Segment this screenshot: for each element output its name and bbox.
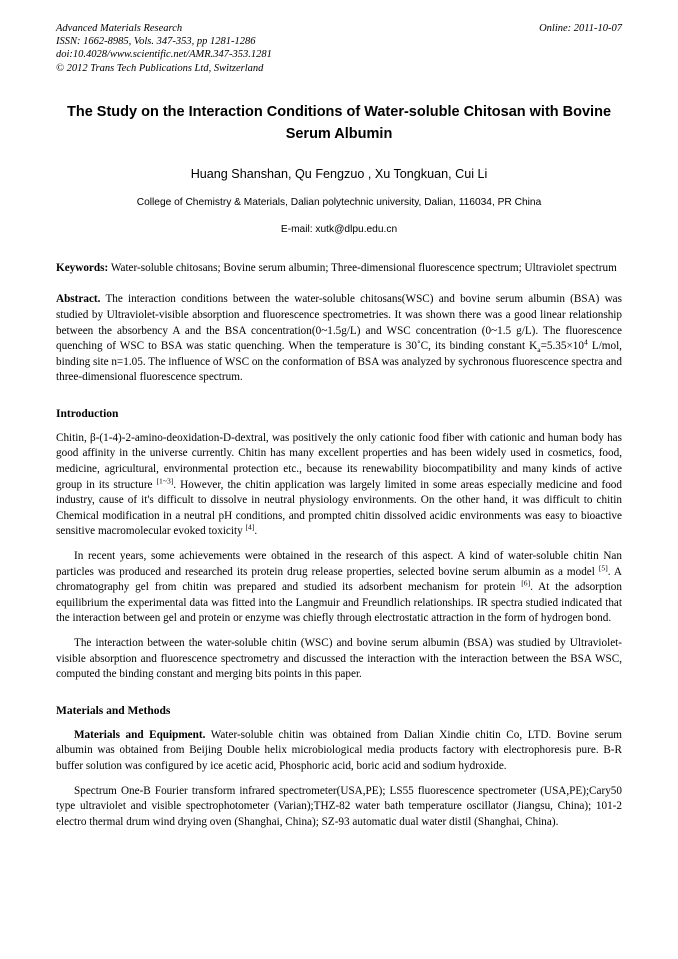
online-date: Online: 2011-10-07 — [539, 23, 622, 34]
paragraph-text-2: . However, the chitin application was largely limited in some areas especially medicine and food industry, cause of it's difficult to dissolve in neutral physiology environments. On the other hand, it was difficult to chitin Chemical modification in a neutral pH conditions, and prompted chitin dissolved acidic environments was easy to bioactive sensitive macromolecular evoked toxicity — [56, 478, 622, 538]
paragraph — [56, 636, 622, 683]
keywords-block — [56, 261, 622, 277]
contact-email: E-mail: xutk@dlpu.edu.cn — [280, 223, 398, 235]
paragraph-text-2: . A chromatography gel from chitin was prepared and studied its adsorbent mechanism for protein — [56, 565, 623, 594]
paragraph — [56, 728, 622, 775]
affiliation: College of Chemistry & Materials, Dalian polytechnic university, Dalian, 116034, PR China — [136, 196, 542, 208]
copyright-line: © 2012 Trans Tech Publications Ltd, Switzerland — [56, 62, 264, 74]
section-heading-materials-and-methods: Materials and Methods — [56, 704, 171, 717]
citation-ref: [6] — [521, 578, 531, 588]
issn-line: ISSN: 1662-8985, Vols. 347-353, pp 1281-1286 — [56, 36, 256, 48]
paragraph — [56, 431, 622, 540]
citation-ref: [4] — [245, 522, 255, 532]
header-citation-block — [56, 22, 272, 75]
paragraph-text-3: . At the adsorption equilibrium the experimental data was fitted into the Langmuir and Freundlich relationships. IR spectra studied indicated that the interaction between gel and protein or enzyme was chiefly through electrostatic attraction in the form of hydrogen bond. — [56, 581, 622, 625]
paragraph-text-1: The interaction between the water-soluble chitin (WSC) and bovine serum albumin (BSA) was studied by Ultraviolet-visible absorption and fluorescence spectrometry and discussed the interaction with the interaction between the BSA WSC, computed the binding constant and merging bits points in this paper. — [56, 637, 622, 681]
section-heading-introduction: Introduction — [56, 407, 119, 420]
abstract-sub-1: a — [537, 345, 541, 355]
paragraph-text-1: Chitin, β-(1-4)-2-amino-deoxidation-D-dextral, was positively the only cationic food fiber with cationic and human body has good affinity in the universe currently. Chitin has many excellent properties and has been widely used in cosmetics, food, medicine, agricultural, environmental protection etc., because its renewability biocompatibility and many kinds of active group in its structure — [56, 431, 622, 491]
abstract-block — [56, 292, 622, 386]
citation-ref: [5] — [598, 562, 608, 572]
paragraph-text-1: Water-soluble chitin was obtained from Dalian Xindie chitin Co, LTD. Bovine serum albumin was obtained from Beijing Double helix microbiological media products factory with electrophoresis pure. B-R buffer solution was configured by ice acetic acid, Phosphoric acid, boric acid and sodium hydroxide. — [56, 728, 622, 772]
abstract-text-2: =5.35×10 — [540, 340, 584, 353]
journal-name: Advanced Materials Research — [56, 23, 183, 34]
abstract-text-3: L/mol, binding site n=1.05. The influence of WSC on the conformation of BSA was analyzed by sychronous fluorescence spectra and three-dimensional fluorescence spectrum. — [56, 340, 622, 384]
author-list: Huang Shanshan, Qu Fengzuo , Xu Tongkuan, Cui Li — [190, 166, 488, 181]
paragraph-text-1: In recent years, some achievements were obtained in the research of this aspect. A kind of water-soluble chitin Nan particles was produced and researched its protein drug release properties, selected bovine serum albumin as a model — [56, 550, 622, 578]
page-header — [56, 22, 622, 75]
abstract-sup-1: 4 — [584, 337, 588, 347]
abstract-label: Abstract. — [56, 293, 101, 306]
abstract-text-1: The interaction conditions between the water-soluble chitosans(WSC) and bovine serum albumin (BSA) was studied by Ultraviolet-visible absorption and fluorescence spectrometries. It was shown there was a good linear relationship between the absorbency A and the BSA concentration(0~1.5g/L) and WSC concentration (0~1.5 g/L). The fluorescence quenching of WSC to BSA was static quenching. When the temperature is 30˚C, its binding constant K — [56, 293, 622, 353]
paragraph — [56, 784, 622, 831]
page-title: The Study on the Interaction Conditions of Water-soluble Chitosan with Bovine Serum Albumin — [66, 103, 612, 142]
paragraph — [56, 549, 622, 627]
keywords-label: Keywords: — [56, 261, 109, 274]
doi-line: doi:10.4028/www.scientific.net/AMR.347-353.1281 — [56, 49, 272, 61]
run-in-heading-materials-and-equipment: Materials and Equipment. — [74, 728, 206, 741]
paragraph-text-3: . — [254, 525, 258, 538]
keywords-value: Water-soluble chitosans; Bovine serum albumin; Three-dimensional fluorescence spectrum; Ultraviolet spectrum — [110, 261, 617, 274]
paragraph-text-1: Spectrum One-B Fourier transform infrared spectrometer(USA,PE); LS55 fluorescence spectrometer (USA,PE);Cary50 type ultraviolet and visible spectrophotometer (Varian);THZ-82 water bath temperature oscillator (Jiangsu, China); 101-2 electro thermal drum wind drying oven (Shanghai, China); SZ-93 automatic dual water distil (Shanghai, China). — [56, 784, 622, 828]
citation-ref: [1~3] — [156, 475, 174, 485]
